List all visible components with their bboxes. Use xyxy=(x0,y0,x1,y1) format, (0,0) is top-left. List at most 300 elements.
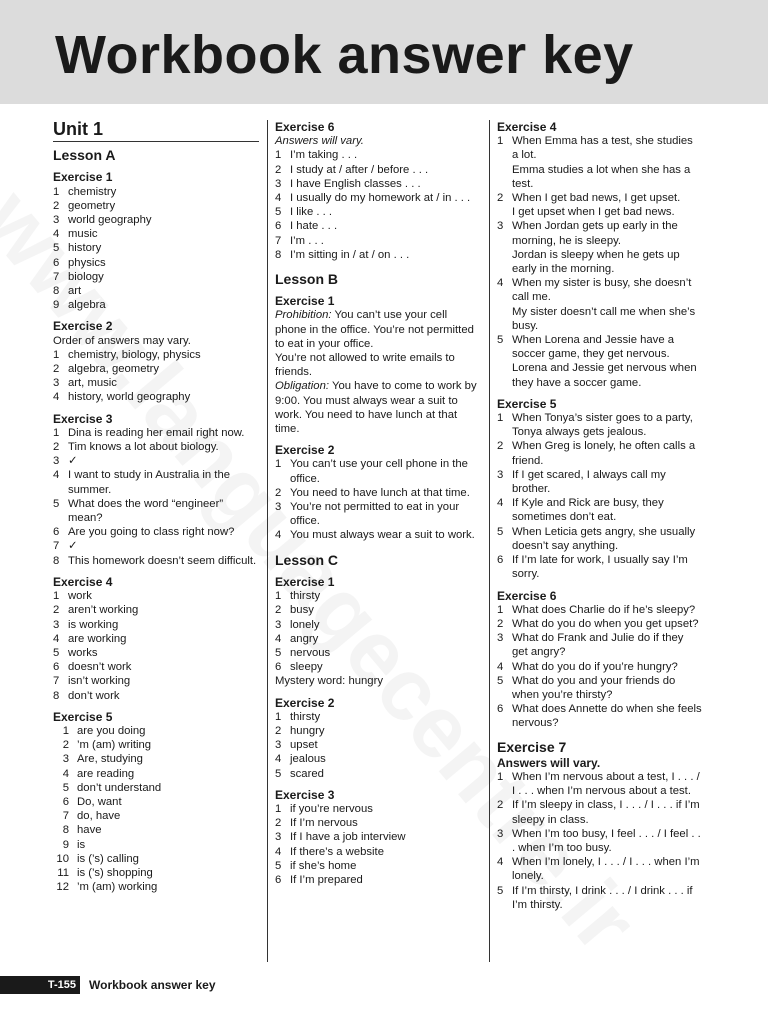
answer-line: upset xyxy=(290,739,318,752)
answer-line: don’t understand xyxy=(77,781,162,794)
answer-text xyxy=(68,660,259,674)
answer-text xyxy=(512,855,702,883)
answer-item xyxy=(497,617,702,631)
answer-item xyxy=(53,852,259,866)
answer-line: history, world geography xyxy=(68,391,191,404)
answer-number: 4 xyxy=(497,660,504,673)
answer-text xyxy=(77,838,259,852)
exercise-instructions: Answers will vary. xyxy=(275,135,364,148)
answer-alternative: My sister doesn’t call me when she’s busy. xyxy=(512,305,696,332)
answer-item xyxy=(275,752,480,766)
answer-line: When my sister is busy, she doesn’t call me. xyxy=(512,277,692,304)
answer-item xyxy=(497,134,702,191)
answer-number: 4 xyxy=(275,753,282,766)
answer-item xyxy=(53,199,259,213)
answer-text xyxy=(68,227,259,241)
answer-number: 1 xyxy=(53,426,60,439)
exercise-title: Exercise 5 xyxy=(497,396,557,411)
answer-text xyxy=(512,134,702,191)
answer-line: If I have a job interview xyxy=(290,831,406,844)
answer-item xyxy=(275,724,480,738)
answer-item xyxy=(275,767,480,781)
answer-number: 4 xyxy=(53,391,60,404)
answer-text xyxy=(77,866,259,880)
answer-number: 6 xyxy=(497,554,504,567)
mystery-word: Mystery word: hungry xyxy=(275,675,383,688)
answer-line: If I’m nervous xyxy=(290,817,358,830)
exercise-title: Exercise 2 xyxy=(275,695,335,710)
answer-line: What does the word “engineer” mean? xyxy=(68,497,224,525)
answer-number: 7 xyxy=(53,540,60,553)
answer-item xyxy=(53,539,259,553)
answer-number: 4 xyxy=(53,469,60,482)
answer-text xyxy=(68,497,259,525)
answer-text xyxy=(290,873,480,887)
answer-number: 12 xyxy=(56,881,69,894)
answer-text xyxy=(290,148,480,162)
answer-text xyxy=(68,376,259,390)
answer-item xyxy=(53,213,259,227)
answer-number: 6 xyxy=(53,256,60,269)
answer-number: 2 xyxy=(53,199,60,212)
answer-line: don’t work xyxy=(68,689,120,702)
exercise-title: Exercise 1 xyxy=(53,170,113,185)
answer-alternative: I get upset when I get bad news. xyxy=(512,206,675,219)
answer-number: 8 xyxy=(62,824,69,837)
answer-number: 3 xyxy=(275,739,282,752)
answer-line: I like . . . xyxy=(290,206,333,219)
answer-alternative: Emma studies a lot when she has a test. xyxy=(512,163,691,190)
answer-number: 3 xyxy=(53,455,60,468)
exercise-title: Exercise 4 xyxy=(53,574,113,589)
answer-item xyxy=(53,752,259,766)
answer-item xyxy=(497,702,702,730)
answer-line: What do you do if you’re hungry? xyxy=(512,660,678,673)
exercise-title: Exercise 7 xyxy=(497,738,567,755)
answer-text xyxy=(290,191,480,205)
answer-line: is working xyxy=(68,618,119,631)
answer-item xyxy=(53,348,259,362)
answer-text xyxy=(77,880,259,894)
answer-line: If I’m late for work, I usually say I’m sorry. xyxy=(512,554,688,581)
answer-text xyxy=(290,528,480,542)
answer-paragraph-text: You’re not allowed to write emails to friends. xyxy=(275,352,455,379)
answer-line: You can’t use your cell phone in the office. xyxy=(290,458,468,485)
answer-number: 9 xyxy=(62,838,69,851)
answer-text xyxy=(290,816,480,830)
answer-item xyxy=(53,724,259,738)
answer-text xyxy=(512,496,702,524)
answer-number: 2 xyxy=(53,441,60,454)
answer-line: are you doing xyxy=(77,724,146,737)
answer-number: 7 xyxy=(275,234,282,247)
answer-line: Are, studying xyxy=(77,753,143,766)
answer-item xyxy=(497,496,702,524)
answer-item xyxy=(275,486,480,500)
answer-item xyxy=(497,770,702,798)
answer-line: ✓ xyxy=(68,540,78,553)
answer-number: 4 xyxy=(497,856,504,869)
answer-text xyxy=(512,333,702,390)
exercise-title: Exercise 6 xyxy=(497,588,557,603)
answer-number: 5 xyxy=(275,206,282,219)
answer-number: 7 xyxy=(62,810,69,823)
answer-line: I hate . . . xyxy=(290,220,338,233)
answer-line: When Tonya’s sister goes to a party, Tonya always gets jealous. xyxy=(512,412,693,439)
answer-number: 5 xyxy=(62,781,69,794)
answer-item xyxy=(53,440,259,454)
answer-item xyxy=(275,457,480,485)
answer-item xyxy=(53,284,259,298)
answer-line: I want to study in Australia in the summer. xyxy=(68,469,231,496)
answer-line: isn’t working xyxy=(68,675,131,688)
answer-item xyxy=(275,191,480,205)
answer-number: 3 xyxy=(497,220,504,233)
answer-line: I’m taking . . . xyxy=(290,149,358,162)
answer-item xyxy=(497,631,702,659)
answer-item xyxy=(275,859,480,873)
answer-number: 1 xyxy=(275,458,282,471)
answer-number: 5 xyxy=(275,859,282,872)
answer-text xyxy=(512,219,702,276)
answer-number: 5 xyxy=(497,525,504,538)
answer-text xyxy=(290,618,480,632)
answer-line: If I’m sleepy in class, I . . . / I . . . if I’m sleepy in class. xyxy=(512,799,700,826)
answer-item xyxy=(53,390,259,404)
answer-text xyxy=(290,603,480,617)
answer-number: 7 xyxy=(53,675,60,688)
answer-text xyxy=(512,439,702,467)
answer-number: 4 xyxy=(275,192,282,205)
answer-number: 1 xyxy=(275,149,282,162)
answer-number: 11 xyxy=(57,866,69,879)
answer-number: 10 xyxy=(56,852,69,865)
answer-item xyxy=(53,646,259,660)
exercise-title: Exercise 1 xyxy=(275,574,335,589)
answer-text xyxy=(290,632,480,646)
unit-heading: Unit 1 xyxy=(53,122,259,142)
answer-number: 5 xyxy=(497,334,504,347)
answer-text xyxy=(512,553,702,581)
answer-line: I usually do my homework at / in . . . xyxy=(290,192,471,205)
answer-line: When Emma has a test, she studies a lot. xyxy=(512,135,693,162)
answer-paragraph-text: You have to come to work by 9:00. You must always wear a suit to work. You need to have lunch at that time. xyxy=(275,380,477,436)
answer-item xyxy=(275,618,480,632)
answer-line: lonely xyxy=(290,618,320,631)
answer-text xyxy=(512,884,702,912)
answer-paragraph xyxy=(275,379,480,436)
answer-text xyxy=(68,213,259,227)
answer-item xyxy=(53,426,259,440)
exercise-title: Exercise 3 xyxy=(275,787,335,802)
answer-item xyxy=(275,660,480,674)
answer-line: What do Frank and Julie do if they get angry? xyxy=(512,632,684,659)
column-1 xyxy=(53,120,259,894)
column-2 xyxy=(275,120,480,887)
answer-item xyxy=(53,525,259,539)
answer-text xyxy=(68,199,259,213)
answer-line: busy xyxy=(290,604,314,617)
answer-line: What do you do when you get upset? xyxy=(512,617,699,630)
answer-line: if you’re nervous xyxy=(290,802,373,815)
answer-line: have xyxy=(77,824,102,837)
answer-text xyxy=(68,646,259,660)
answer-number: 5 xyxy=(497,674,504,687)
answer-number: 2 xyxy=(275,817,282,830)
answer-number: 6 xyxy=(275,661,282,674)
answer-line: What does Annette do when she feels nervous? xyxy=(512,703,702,730)
answer-text xyxy=(290,710,480,724)
answer-number: 3 xyxy=(497,827,504,840)
answer-number: 1 xyxy=(53,590,60,603)
page-header xyxy=(0,0,768,104)
answer-item xyxy=(275,205,480,219)
answer-number: 4 xyxy=(53,228,60,241)
answer-text xyxy=(68,468,259,496)
exercise-title: Exercise 2 xyxy=(53,319,113,334)
answer-line: chemistry, biology, physics xyxy=(68,348,201,361)
answer-item xyxy=(275,528,480,542)
answer-item xyxy=(53,554,259,568)
answer-line: algebra, geometry xyxy=(68,363,160,376)
answer-text xyxy=(68,426,259,440)
answer-item xyxy=(275,219,480,233)
answer-item xyxy=(53,632,259,646)
answer-item xyxy=(53,738,259,752)
answer-line: You need to have lunch at that time. xyxy=(290,486,470,499)
answer-text xyxy=(290,219,480,233)
answer-number: 5 xyxy=(53,242,60,255)
answer-text xyxy=(68,689,259,703)
answer-line: scared xyxy=(290,767,324,780)
answer-item xyxy=(53,689,259,703)
answer-number: 5 xyxy=(275,767,282,780)
answer-number: 1 xyxy=(53,185,60,198)
answer-line: hungry xyxy=(290,724,325,737)
exercise-title: Exercise 6 xyxy=(275,120,335,134)
answer-text xyxy=(290,859,480,873)
answer-line: jealous xyxy=(290,753,326,766)
answer-item xyxy=(497,855,702,883)
answer-line: If Kyle and Rick are busy, they sometimes don’t eat. xyxy=(512,497,664,524)
answer-number: 2 xyxy=(497,799,504,812)
answer-line: is (’s) shopping xyxy=(77,866,153,879)
answer-number: 3 xyxy=(53,214,60,227)
answer-paragraph-label: Prohibition: xyxy=(275,309,332,322)
answer-line: What does Charlie do if he’s sleepy? xyxy=(512,603,696,616)
answer-text xyxy=(290,738,480,752)
answer-line: art, music xyxy=(68,377,117,390)
answer-text xyxy=(68,256,259,270)
answer-line: If I get scared, I always call my brother. xyxy=(512,468,666,496)
answer-item xyxy=(275,177,480,191)
answer-number: 8 xyxy=(53,285,60,298)
answer-item xyxy=(497,603,702,617)
answer-number: 3 xyxy=(497,632,504,645)
answer-item xyxy=(53,823,259,837)
exercise-instructions: Order of answers may vary. xyxy=(53,334,191,347)
answer-line: Are you going to class right now? xyxy=(68,526,235,539)
answer-text xyxy=(77,809,259,823)
answer-item xyxy=(497,276,702,333)
answer-item xyxy=(275,603,480,617)
answer-text xyxy=(68,454,259,468)
answer-item xyxy=(497,827,702,855)
answer-line: algebra xyxy=(68,299,106,312)
answer-line: art xyxy=(68,285,82,298)
answer-item xyxy=(497,553,702,581)
answer-text xyxy=(512,468,702,496)
answer-text xyxy=(77,795,259,809)
answer-number: 4 xyxy=(62,767,69,780)
answer-item xyxy=(53,880,259,894)
answer-item xyxy=(275,816,480,830)
answer-item xyxy=(53,298,259,312)
answer-text xyxy=(68,632,259,646)
answer-text xyxy=(290,500,480,528)
answer-line: When I get bad news, I get upset. xyxy=(512,192,681,205)
answer-text xyxy=(77,738,259,752)
answer-number: 6 xyxy=(497,703,504,716)
answer-number: 6 xyxy=(275,873,282,886)
answer-text xyxy=(68,589,259,603)
answer-text xyxy=(290,845,480,859)
answer-line: When Leticia gets angry, she usually doesn’t say anything. xyxy=(512,525,696,552)
answer-text xyxy=(68,185,259,199)
answer-item xyxy=(497,191,702,219)
answer-number: 1 xyxy=(62,724,69,737)
answer-text xyxy=(290,752,480,766)
answer-line: What do you and your friends do when you’re thirsty? xyxy=(512,674,676,701)
answer-item xyxy=(53,270,259,284)
answer-number: 2 xyxy=(275,604,282,617)
answer-item xyxy=(53,589,259,603)
answer-item xyxy=(497,884,702,912)
answer-number: 3 xyxy=(275,501,282,514)
answer-number: 4 xyxy=(275,529,282,542)
answer-line: I’m . . . xyxy=(290,234,324,247)
answer-text xyxy=(512,798,702,826)
answer-item xyxy=(53,660,259,674)
answer-item xyxy=(275,830,480,844)
answer-text xyxy=(290,589,480,603)
answer-text xyxy=(290,830,480,844)
answer-text xyxy=(512,603,702,617)
answer-text xyxy=(290,163,480,177)
answer-paragraph xyxy=(275,308,480,351)
answer-number: 1 xyxy=(497,412,504,425)
answer-line: I study at / after / before . . . xyxy=(290,163,429,176)
lesson-heading: Lesson C xyxy=(275,551,339,568)
answer-line: biology xyxy=(68,270,104,283)
answer-number: 2 xyxy=(275,724,282,737)
answer-text xyxy=(512,660,702,674)
answer-line: aren’t working xyxy=(68,604,139,617)
answer-text xyxy=(512,827,702,855)
answer-text xyxy=(512,702,702,730)
answer-paragraph xyxy=(275,351,480,379)
answer-number: 3 xyxy=(275,831,282,844)
answer-number: 2 xyxy=(497,440,504,453)
answer-line: You’re not permitted to eat in your office. xyxy=(290,501,460,528)
answer-item xyxy=(275,500,480,528)
answer-text xyxy=(512,276,702,333)
answer-item xyxy=(275,802,480,816)
footer-label: Workbook answer key xyxy=(89,978,216,992)
answer-item xyxy=(497,411,702,439)
answer-alternative: Lorena and Jessie get nervous when they have a soccer game. xyxy=(512,362,697,389)
answer-line: Dina is reading her email right now. xyxy=(68,426,245,439)
answer-item xyxy=(497,219,702,276)
answer-line: is (’s) calling xyxy=(77,852,139,865)
answer-text xyxy=(68,390,259,404)
lesson-heading: Lesson A xyxy=(53,147,116,164)
exercise-title: Exercise 4 xyxy=(497,120,557,134)
answer-text xyxy=(290,660,480,674)
answer-number: 3 xyxy=(53,377,60,390)
answer-line: When I’m nervous about a test, I . . . / I . . . when I’m nervous about a test. xyxy=(512,770,700,798)
column-divider xyxy=(489,120,490,962)
answer-number: 4 xyxy=(497,497,504,510)
answer-text xyxy=(512,411,702,439)
answer-line: work xyxy=(68,590,92,603)
answer-line: are working xyxy=(68,632,127,645)
exercise-title: Exercise 3 xyxy=(53,411,113,426)
answer-text xyxy=(68,554,259,568)
answer-paragraph-label: Obligation: xyxy=(275,380,330,393)
answer-text xyxy=(290,177,480,191)
answer-number: 2 xyxy=(497,617,504,630)
answer-item xyxy=(497,525,702,553)
answer-line: If I’m prepared xyxy=(290,873,363,886)
answer-text xyxy=(68,539,259,553)
answer-number: 3 xyxy=(497,468,504,481)
answer-item xyxy=(53,362,259,376)
answer-item xyxy=(53,603,259,617)
answer-text xyxy=(512,631,702,659)
answer-text xyxy=(290,248,480,262)
answer-text xyxy=(68,603,259,617)
answer-line: When I’m too busy, I feel . . . / I feel . . . when I’m too busy. xyxy=(512,827,701,854)
answer-text xyxy=(512,674,702,702)
answer-line: chemistry xyxy=(68,185,117,198)
answer-line: When Jordan gets up early in the morning, he is sleepy. xyxy=(512,220,678,247)
answer-text xyxy=(68,348,259,362)
answer-number: 1 xyxy=(53,348,60,361)
answer-number: 2 xyxy=(53,363,60,376)
answer-number: 4 xyxy=(275,845,282,858)
answer-item xyxy=(53,674,259,688)
answer-number: 1 xyxy=(275,590,282,603)
answer-text xyxy=(290,802,480,816)
answer-line: When Lorena and Jessie have a soccer game, they get nervous. xyxy=(512,334,675,361)
answer-text xyxy=(68,298,259,312)
answer-line: do, have xyxy=(77,810,121,823)
answer-item xyxy=(497,439,702,467)
answer-number: 3 xyxy=(53,618,60,631)
answer-number: 8 xyxy=(53,689,60,702)
answer-item xyxy=(53,454,259,468)
answer-number: 3 xyxy=(275,618,282,631)
answer-line: If there’s a website xyxy=(290,845,384,858)
answer-number: 5 xyxy=(53,497,60,510)
answer-line: thirsty xyxy=(290,710,321,723)
answer-item xyxy=(497,798,702,826)
answer-line: are reading xyxy=(77,767,135,780)
answer-item xyxy=(53,767,259,781)
page-number: T-155 xyxy=(0,976,80,994)
answer-text xyxy=(68,618,259,632)
